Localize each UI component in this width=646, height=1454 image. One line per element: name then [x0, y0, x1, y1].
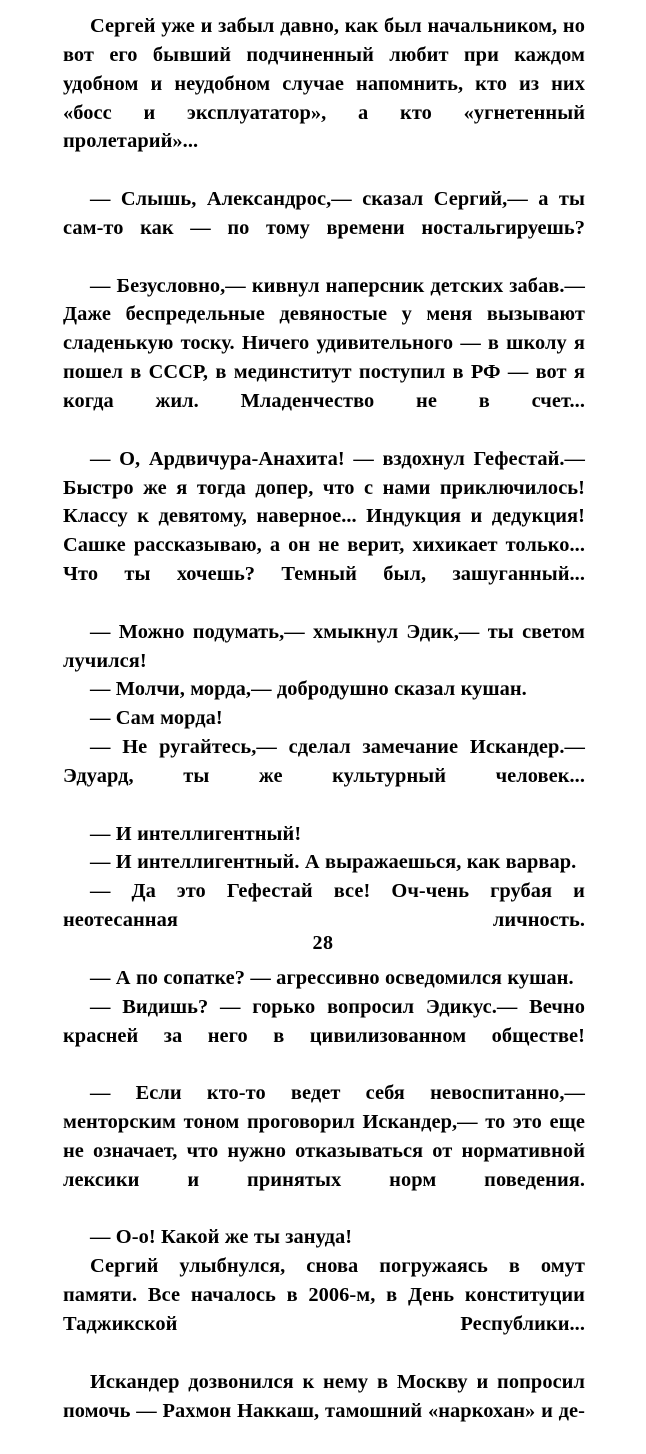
body-paragraph: — А по сопатке? — агрессивно осведомился кушан.	[90, 966, 574, 989]
body-paragraph: — Безусловно,— кивнул наперсник детских забав.— Даже беспредельные девяностые у меня вызывают сладенькую тоску. Ничего удивительного — в школу я пошел в СССР, в мединститут поступил в РФ — вот я когда жил. Младенчество не в счет...	[63, 274, 585, 412]
body-paragraph: Сергей уже и забыл давно, как был начальником, но вот его бывший подчиненный любит при каждом удобном и неудобном случае напомнить, кто из них «босс и эксплуататор», а кто «угнетенный пролетарий»...	[63, 15, 585, 153]
body-paragraph: — Сам морда!	[90, 707, 223, 730]
body-paragraph: — О-о! Какой же ты зануда!	[90, 1226, 353, 1249]
body-paragraph: — Да это Гефестай все! Оч-чень грубая и неотесанная личность.	[63, 880, 585, 932]
page-text-column	[63, 12, 585, 1454]
body-paragraph: — Можно подумать,— хмыкнул Эдик,— ты светом лучился!	[63, 620, 585, 672]
body-paragraph: — Не ругайтесь,— сделал замечание Искандер.— Эдуард, ты же культурный человек...	[63, 736, 585, 787]
body-paragraph: — О, Ардвичура-Анахита! — вздохнул Гефестай.— Быстро же я тогда допер, что с нами приключилось! Классу к девятому, наверное... Индукция и дедукция! Сашке рассказываю, а он не верит, хихикает только... Что ты хочешь? Темный был, зашуганный...	[63, 447, 585, 586]
body-paragraph: Сергий улыбнулся, снова погружаясь в омут памяти. Все началось в 2006-м, в День конституции Таджикской Республики...	[63, 1255, 585, 1335]
body-paragraph: — И интеллигентный. А выражаешься, как варвар.	[90, 851, 577, 874]
body-paragraph: — Если кто-то ведет себя невоспитанно,— менторским тоном проговорил Искандер,— то это еще не означает, что нужно отказываться от нормативной лексики и принятых норм поведения.	[63, 1082, 585, 1191]
page-number: 28	[312, 932, 334, 954]
body-paragraph: — Молчи, морда,— добродушно сказал кушан.	[90, 678, 527, 701]
body-paragraph: Искандер дозвонился к нему в Москву и попросил помочь — Рахмон Наккаш, тамошний «наркохан» и де-	[63, 1370, 585, 1422]
body-paragraph: — И интеллигентный!	[90, 822, 302, 845]
body-paragraph: — Слышь, Александрос,— сказал Сергий,— а ты сам-то как — по тому времени ностальгируешь?	[63, 188, 585, 239]
body-paragraph: — Видишь? — горько вопросил Эдикус.— Вечно красней за него в цивилизованном обществе!	[63, 995, 585, 1047]
